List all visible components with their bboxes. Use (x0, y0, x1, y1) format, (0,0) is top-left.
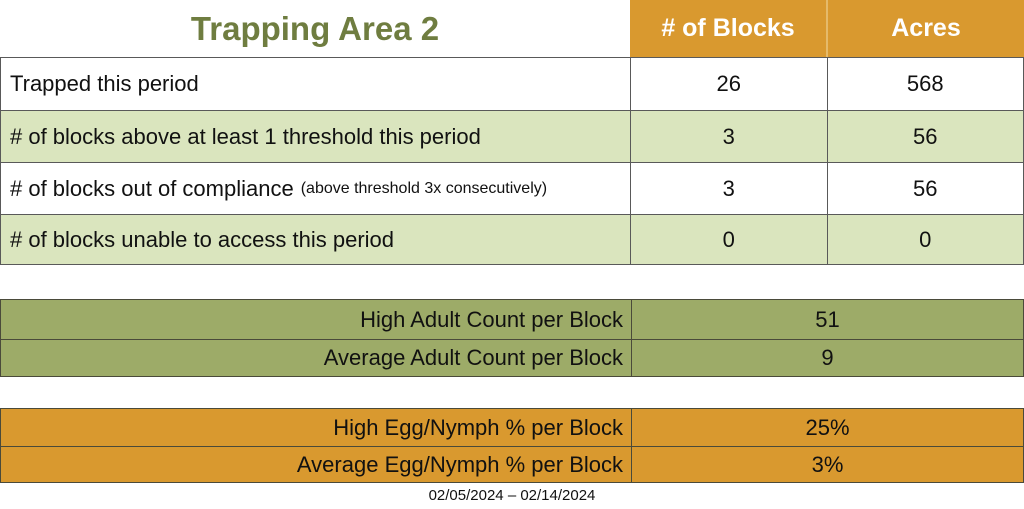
table-row-high-adult-count (1, 300, 1023, 339)
acres-value: 56 (827, 163, 1024, 214)
blocks-value: 3 (630, 163, 827, 214)
row-label: Average Adult Count per Block (323, 345, 623, 370)
table-row-trapped (1, 58, 1023, 111)
column-header-blocks: # of Blocks (630, 0, 826, 57)
row-label (1, 215, 630, 264)
adult-count-table (0, 299, 1024, 377)
spacer (0, 265, 1024, 299)
row-label: High Egg/Nymph % per Block (333, 414, 623, 440)
row-label (1, 58, 630, 110)
table-row-average-egg-nymph (1, 446, 1023, 482)
row-label-text: # of blocks unable to access this period (10, 226, 395, 252)
row-label-text: # of blocks above at least 1 threshold this period (10, 123, 481, 149)
spacer (0, 377, 1024, 408)
row-label-text: # of blocks out of compliance (10, 175, 294, 201)
blocks-value: 0 (630, 215, 827, 264)
acres-value: 0 (827, 215, 1024, 264)
row-label (1, 163, 630, 214)
main-table (0, 57, 1024, 265)
column-header-acres: Acres (826, 0, 1024, 57)
table-row-out-of-compliance (1, 163, 1023, 215)
row-label: High Adult Count per Block (360, 306, 623, 332)
table-row-above-threshold (1, 111, 1023, 163)
date-range: 02/05/2024 – 02/14/2024 (0, 483, 1024, 508)
row-value: 51 (631, 300, 1023, 339)
acres-value: 568 (827, 58, 1024, 110)
blocks-value: 3 (630, 111, 827, 162)
row-value: 9 (631, 340, 1023, 376)
table-row-average-adult-count (1, 339, 1023, 376)
row-label: Average Egg/Nymph % per Block (296, 451, 623, 477)
row-label (1, 111, 630, 162)
row-value: 3% (631, 447, 1023, 482)
report-header (0, 0, 1024, 57)
table-row-high-egg-nymph (1, 409, 1023, 446)
egg-nymph-table (0, 408, 1024, 483)
page-title: Trapping Area 2 (0, 0, 630, 57)
blocks-value: 26 (630, 58, 827, 110)
acres-value: 56 (827, 111, 1024, 162)
row-value: 25% (631, 409, 1023, 446)
table-row-unable-to-access (1, 215, 1023, 265)
row-label-text: Trapped this period (10, 71, 199, 96)
row-label-note: (above threshold 3x consecutively) (300, 179, 548, 197)
